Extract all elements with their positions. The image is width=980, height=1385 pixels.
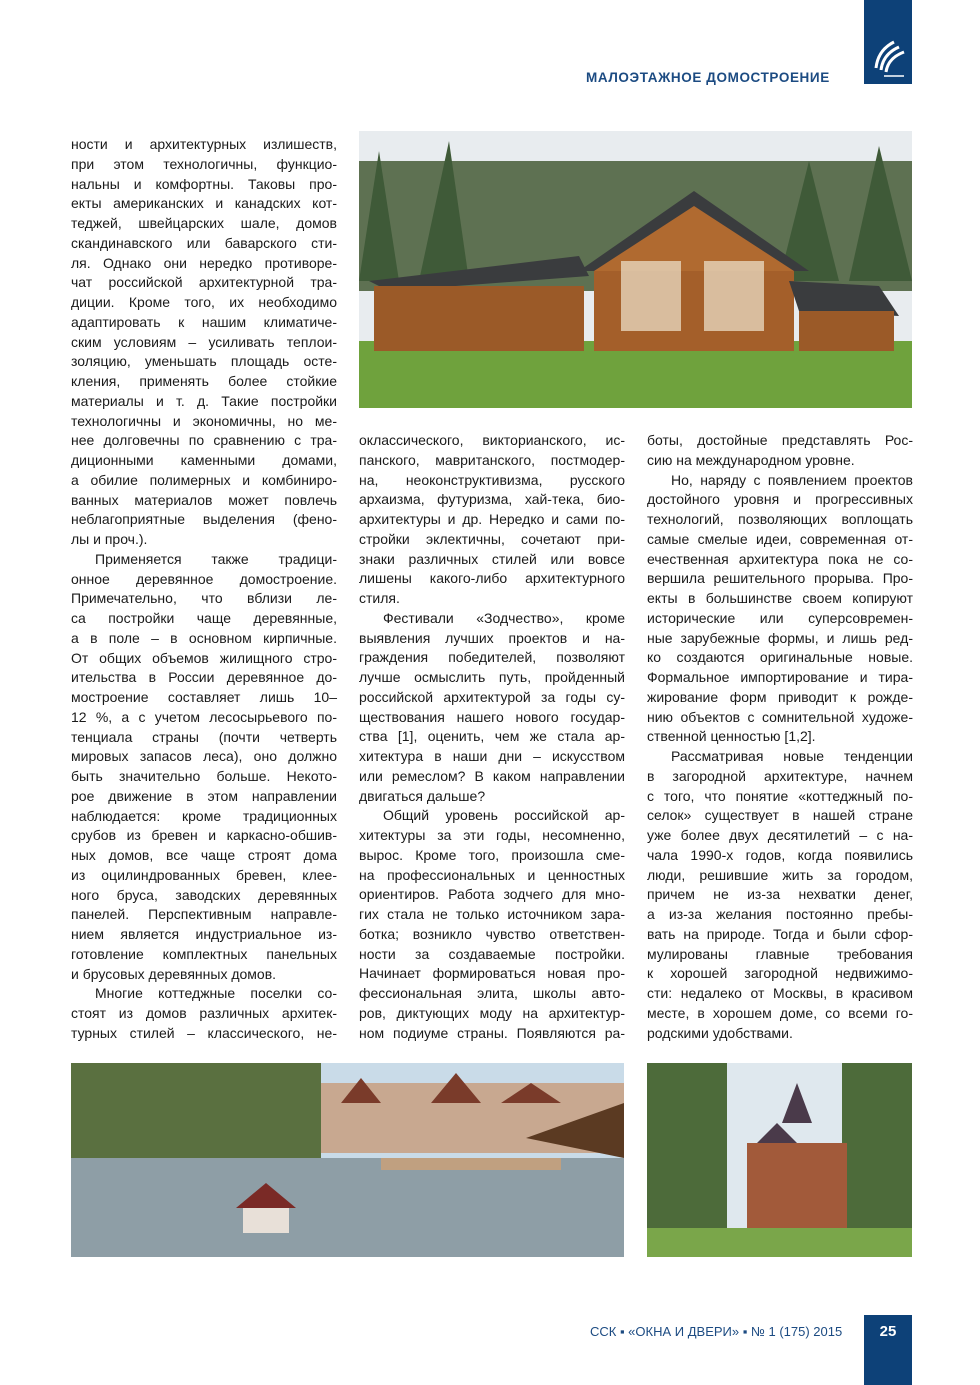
text-line: в загородной архитектуре, начнем xyxy=(647,767,913,784)
text-line: нее долговечны по сравнению с тра- xyxy=(71,432,337,449)
text-line: вать на природе. Тогда и были сфор- xyxy=(647,925,913,942)
text-line: архитектуры и др. Нередко и сами по- xyxy=(359,511,625,527)
photo-log-house xyxy=(359,131,912,408)
text-line: ные зарубежные формы, и лишь ред- xyxy=(647,629,913,646)
text-line: Рассматривая новые тенденции xyxy=(671,748,913,764)
footer-issue-info: ССК ▪ «ОКНА И ДВЕРИ» ▪ № 1 (175) 2015 xyxy=(590,1324,843,1339)
text-line: ном подиуме страны. Появляются ра- xyxy=(359,1024,625,1041)
text-line: ности и архитектурных излишеств, xyxy=(71,136,337,152)
text-line: стиля. xyxy=(359,590,400,606)
text-line: ботка; возникло чувство ответствен- xyxy=(359,925,625,942)
text-line: Примечательно, что вблизи ле- xyxy=(71,590,337,607)
text-line: ко создаются оригинальные новые. xyxy=(647,649,913,666)
photo-cottage-village-lake xyxy=(71,1063,624,1257)
text-line: диции. Кроме того, их необходимо xyxy=(71,294,337,310)
text-line: технологий, позволяющих воплощать xyxy=(647,511,913,527)
text-line: тенциала страны (почти четверть xyxy=(71,728,337,745)
text-line: нию объектов с сомнительной художе- xyxy=(647,708,913,725)
text-line: От общих объемов жилищного стро- xyxy=(71,649,337,666)
text-line: самые смелые идеи, современная от- xyxy=(647,530,913,547)
text-line: панского, мавританского, постмодер- xyxy=(359,451,625,468)
text-line: селок» существует в нашей стране xyxy=(647,807,913,824)
text-line: люди, решившие жить за городом, xyxy=(647,866,913,883)
text-line: лишены какого-либо архитектурного xyxy=(359,570,625,587)
text-line: к хорошей загородной недвижимо- xyxy=(647,965,913,982)
text-line: ориентиров. Работа зодчего для мно- xyxy=(359,886,625,903)
text-line: на профессиональных и ценностных xyxy=(359,866,625,883)
text-line: са постройки чаще деревянные, xyxy=(71,610,337,626)
text-line: нальны и комфортны. Таковы про- xyxy=(71,175,337,192)
text-line: при этом технологичны, функцио- xyxy=(71,155,337,172)
text-line: чала 1990-х годов, когда появились xyxy=(647,846,913,863)
text-line: жирование форм приводит к рожде- xyxy=(647,688,913,705)
text-line: ительства в России деревянное до- xyxy=(71,669,337,686)
text-line: ных домов, все чаще строят дома xyxy=(71,847,337,863)
text-line: адаптировать к нашим климатиче- xyxy=(71,313,337,330)
header-tab xyxy=(864,0,912,84)
text-line: гих стала не только источником зара- xyxy=(359,906,625,922)
text-line: стройки эклектичны, сочетают при- xyxy=(359,530,625,547)
text-line: нием является индустриальное из- xyxy=(71,926,337,942)
text-line: готовление комплектных панельных xyxy=(71,945,337,962)
photo-victorian-house xyxy=(647,1063,912,1257)
text-line: вырос. Кроме того, произошла сме- xyxy=(359,846,625,863)
text-line: месте, в хорошем доме, со всеми го- xyxy=(647,1004,913,1021)
section-title: МАЛОЭТАЖНОЕ ДОМОСТРОЕНИЕ xyxy=(586,70,830,85)
text-line: чат российской архитектурной тра- xyxy=(71,274,337,291)
text-line: а из-за желания постоянно пребы- xyxy=(647,906,913,922)
page-number-box xyxy=(864,1315,912,1385)
text-line: мировых запасов леса), оно должно xyxy=(71,748,337,765)
text-line: ществования нашего нового государ- xyxy=(359,708,625,725)
text-line: знаки различных стилей или вовсе xyxy=(359,550,625,567)
text-line: Формальное импортирование и тира- xyxy=(647,669,913,685)
text-line: диционными каменными домами, xyxy=(71,452,337,468)
page-number: 25 xyxy=(879,1323,897,1340)
text-line: причем не из-за нехватки денег, xyxy=(647,886,913,903)
text-line: наблюдается: кроме традиционных xyxy=(71,807,337,824)
text-line: онное деревянное домостроение. xyxy=(71,570,337,587)
text-line: лы и проч.). xyxy=(71,531,148,547)
text-line: 12 %, а с учетом лесосырьевого по- xyxy=(71,708,337,725)
journal-logo-icon xyxy=(872,38,906,80)
text-line: уже более двух десятилетий – с на- xyxy=(647,827,913,843)
text-line: золяцию, уменьшать площадь осте- xyxy=(71,353,337,370)
text-column-1 xyxy=(71,135,337,1044)
text-line: вершила решительного прорыва. Про- xyxy=(647,570,913,587)
text-line: стоят из домов различных архитек- xyxy=(71,1005,337,1021)
text-line: а в поле – в основном кирпичные. xyxy=(71,629,337,646)
text-line: Начинает формироваться новая про- xyxy=(359,965,625,982)
text-line: кления, применять более стойкие xyxy=(71,373,337,389)
text-line: материалы и т. д. Такие постройки xyxy=(71,392,337,409)
text-line: Применяется также традици- xyxy=(95,550,337,567)
text-line: Общий уровень российской ар- xyxy=(383,807,625,824)
text-line: выявления лучших проектов и на- xyxy=(359,629,625,646)
text-line: лучше осмыслить путь, пройденный xyxy=(359,669,625,685)
text-line: граждения победителей, позволяют xyxy=(359,649,625,666)
text-line: панелей. Перспективным направле- xyxy=(71,906,337,923)
text-line: мулированы главные требования xyxy=(647,945,913,962)
text-line: на, неоконструктивизма, русского xyxy=(359,471,625,488)
text-line: с того, что понятие «коттеджный по- xyxy=(647,787,913,804)
text-line: ванных материалов может повлечь xyxy=(71,491,337,508)
text-line: турных стилей – классического, не- xyxy=(71,1024,337,1041)
text-line: ности за создаваемые постройки. xyxy=(359,945,625,962)
text-line: двигаться дальше? xyxy=(359,787,486,804)
text-line: хитектуры за эти годы, несомненно, xyxy=(359,827,625,843)
text-line: из оцилиндрованных бревен, клее- xyxy=(71,866,337,883)
text-line: российской архитектурой за годы су- xyxy=(359,688,625,705)
text-line: ечественная архитектура пока не со- xyxy=(647,550,913,567)
text-line: Но, наряду с появлением проектов xyxy=(671,471,913,488)
text-line: а обилие полимерных и комбиниро- xyxy=(71,471,337,488)
text-column-2 xyxy=(359,431,625,1043)
text-line: екты в большинстве своем копируют xyxy=(647,590,913,606)
text-line: рое движение в этом направлении xyxy=(71,787,337,804)
text-line: скандинавского или баварского сти- xyxy=(71,234,337,251)
text-line: неблагоприятные выделения (фено- xyxy=(71,511,337,528)
text-line: сти: недалеко от Москвы, в красивом xyxy=(647,985,913,1001)
text-line: родскими удобствами. xyxy=(647,1024,793,1041)
text-line: или ремеслом? В каком направлении xyxy=(359,767,625,784)
text-line: технологичны и экономичны, но ме- xyxy=(71,412,337,429)
text-line: фессиональная элита, школы авто- xyxy=(359,985,625,1001)
text-line: ственной ценностью [1,2]. xyxy=(647,728,816,745)
text-line: ля. Однако они нередко противоре- xyxy=(71,254,337,271)
text-line: сию на международном уровне. xyxy=(647,451,855,468)
text-line: и брусовых деревянных домов. xyxy=(71,965,277,982)
text-line: срубов из бревен и каркасно-обшив- xyxy=(71,827,337,844)
text-line: достойного уровня и прогрессивных xyxy=(647,491,913,508)
text-line: мостроение составляет лишь 10– xyxy=(71,689,337,705)
text-line: ного бруса, заводских деревянных xyxy=(71,886,337,903)
text-line: оклассического, викторианского, ис- xyxy=(359,432,625,448)
text-line: хитектура в наши дни – искусством xyxy=(359,748,625,764)
text-line: екты американских и канадских кот- xyxy=(71,195,337,212)
text-line: боты, достойные представлять Рос- xyxy=(647,432,913,448)
text-line: быть значительно больше. Некото- xyxy=(71,768,337,784)
text-line: Многие коттеджные поселки со- xyxy=(95,985,337,1002)
text-line: архаизма, футуризма, хай-тека, био- xyxy=(359,491,625,508)
text-line: ским условиям – усиливать теплои- xyxy=(71,333,337,350)
text-line: исторические или суперсовремен- xyxy=(647,609,913,626)
text-column-3 xyxy=(647,431,913,1043)
text-line: ров, диктующих моду на архитектур- xyxy=(359,1004,625,1021)
text-line: Фестивали «Зодчество», кроме xyxy=(383,609,625,626)
text-line: ства [1], оценить, чем же стала ар- xyxy=(359,728,625,745)
text-line: теджей, швейцарских шале, домов xyxy=(71,215,337,231)
